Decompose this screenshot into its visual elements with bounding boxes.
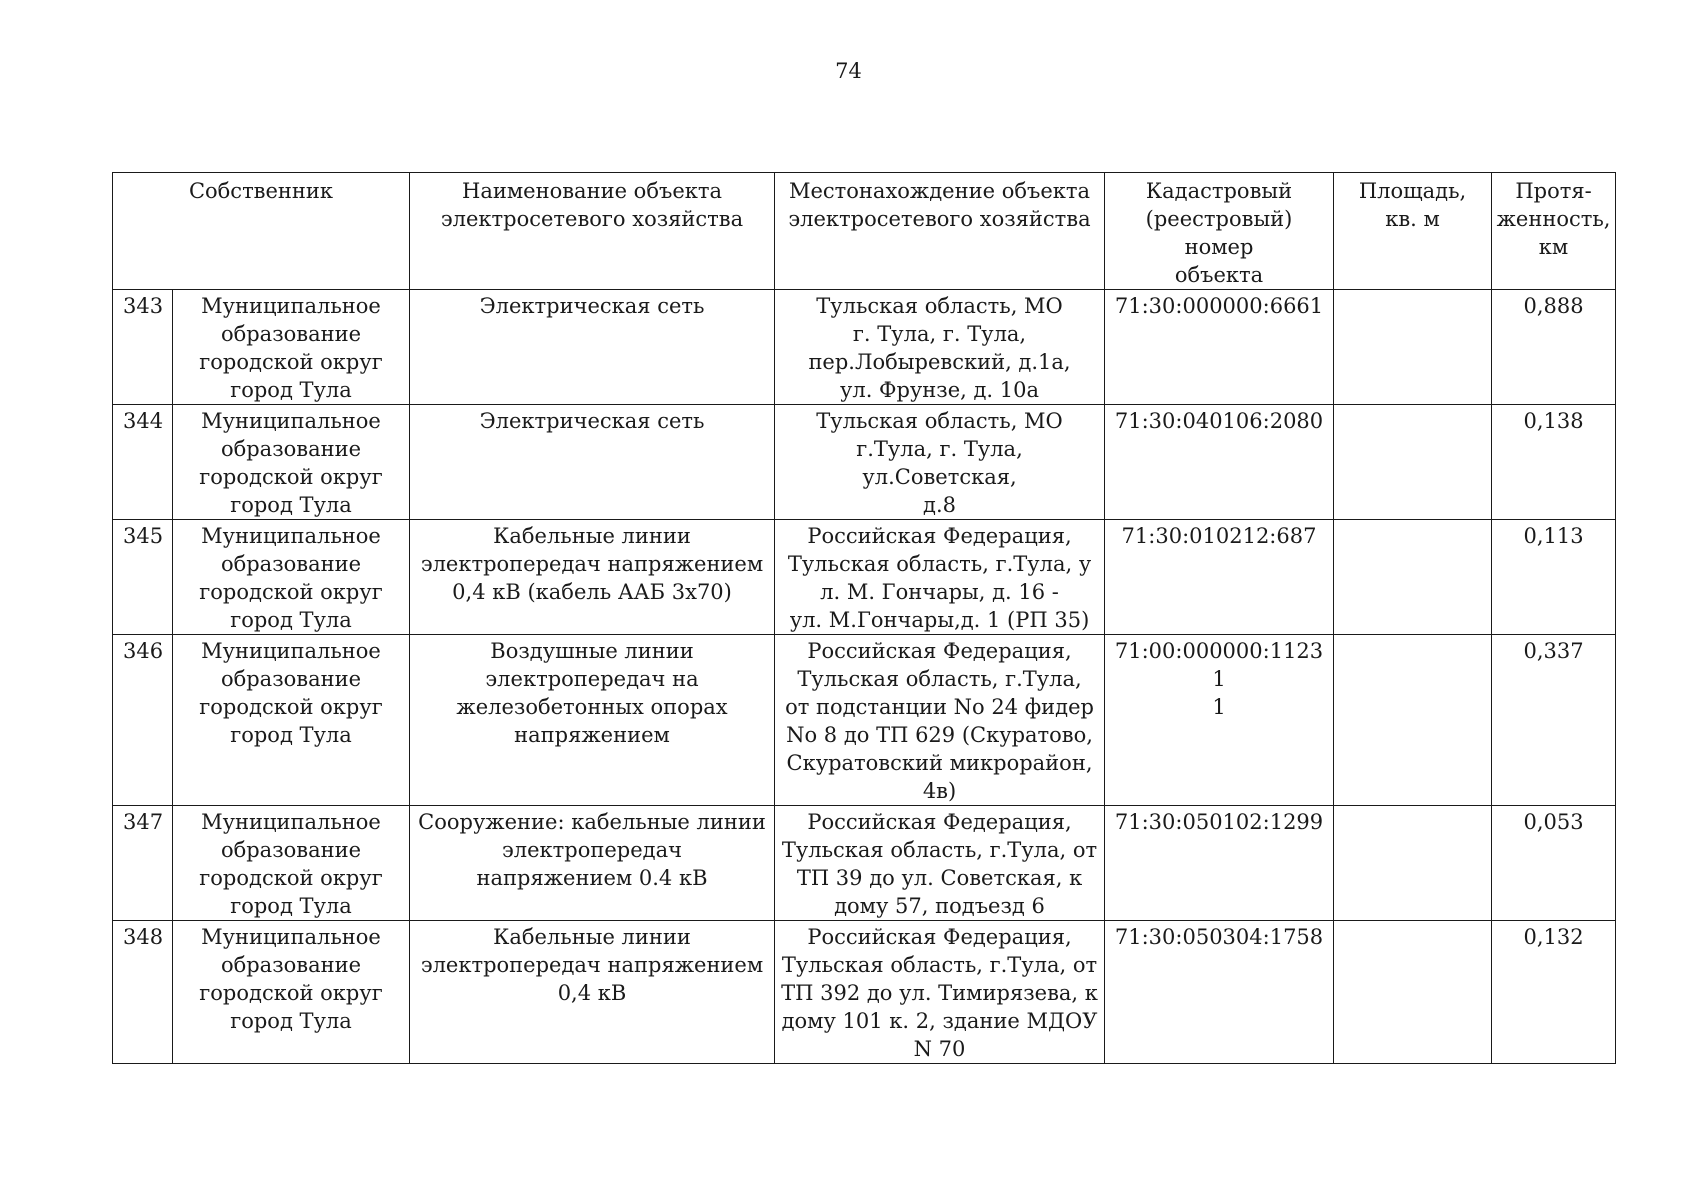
row-area	[1334, 921, 1492, 1064]
table-row	[113, 635, 1616, 806]
header-owner: Собственник	[113, 173, 410, 290]
header-object-location: Местонахождение объекта электросетевого хозяйства	[775, 173, 1105, 290]
page-number: 74	[835, 59, 862, 83]
row-length: 0,113	[1492, 520, 1616, 635]
table-row	[113, 806, 1616, 921]
table-row	[113, 921, 1616, 1064]
row-object-location: Российская Федерация, Тульская область, г.Тула, от ТП 39 до ул. Советская, к дому 57, подъезд 6	[775, 806, 1105, 921]
row-object-name: Кабельные линии электропередач напряжением 0,4 кВ	[410, 921, 775, 1064]
row-object-name: Электрическая сеть	[410, 405, 775, 520]
row-owner: Муниципальное образование городской округ город Тула	[173, 405, 410, 520]
row-area	[1334, 290, 1492, 405]
row-area	[1334, 405, 1492, 520]
row-owner: Муниципальное образование городской округ город Тула	[173, 806, 410, 921]
row-owner: Муниципальное образование городской округ город Тула	[173, 921, 410, 1064]
table-row	[113, 520, 1616, 635]
row-length: 0,132	[1492, 921, 1616, 1064]
row-number: 343	[113, 290, 173, 405]
row-cadastral-number: 71:30:050304:1758	[1105, 921, 1334, 1064]
row-cadastral-number: 71:30:000000:6661	[1105, 290, 1334, 405]
table-header-row	[113, 173, 1616, 290]
row-length: 0,337	[1492, 635, 1616, 806]
row-cadastral-number: 71:30:040106:2080	[1105, 405, 1334, 520]
row-object-location: Тульская область, МО г. Тула, г. Тула, пер.Лобыревский, д.1а, ул. Фрунзе, д. 10а	[775, 290, 1105, 405]
row-length: 0,053	[1492, 806, 1616, 921]
row-object-name: Сооружение: кабельные линии электропередач напряжением 0.4 кВ	[410, 806, 775, 921]
row-object-location: Тульская область, МО г.Тула, г. Тула, ул.Советская, д.8	[775, 405, 1105, 520]
electric-grid-objects-table	[112, 172, 1616, 1064]
row-object-name: Кабельные линии электропередач напряжением 0,4 кВ (кабель ААБ 3х70)	[410, 520, 775, 635]
row-owner: Муниципальное образование городской округ город Тула	[173, 635, 410, 806]
header-object-name: Наименование объекта электросетевого хозяйства	[410, 173, 775, 290]
row-number: 348	[113, 921, 173, 1064]
row-number: 346	[113, 635, 173, 806]
row-cadastral-number: 71:30:050102:1299	[1105, 806, 1334, 921]
row-area	[1334, 806, 1492, 921]
header-length: Протя- женность, км	[1492, 173, 1616, 290]
row-object-name: Электрическая сеть	[410, 290, 775, 405]
header-area: Площадь, кв. м	[1334, 173, 1492, 290]
row-area	[1334, 635, 1492, 806]
row-owner: Муниципальное образование городской округ город Тула	[173, 290, 410, 405]
row-object-location: Российская Федерация, Тульская область, г.Тула, от ТП 392 до ул. Тимирязева, к дому 101 к. 2, здание МДОУ N 70	[775, 921, 1105, 1064]
row-area	[1334, 520, 1492, 635]
row-object-location: Российская Федерация, Тульская область, г.Тула, от подстанции No 24 фидер No 8 до ТП 629 (Скуратово, Скуратовский микрорайон, 4в)	[775, 635, 1105, 806]
row-cadastral-number: 71:30:010212:687	[1105, 520, 1334, 635]
row-object-name: Воздушные линии электропередач на железобетонных опорах напряжением	[410, 635, 775, 806]
row-length: 0,138	[1492, 405, 1616, 520]
row-length: 0,888	[1492, 290, 1616, 405]
row-object-location: Российская Федерация, Тульская область, г.Тула, у л. М. Гончары, д. 16 - ул. М.Гончары,д. 1 (РП 35)	[775, 520, 1105, 635]
row-number: 347	[113, 806, 173, 921]
row-number: 344	[113, 405, 173, 520]
table-row	[113, 405, 1616, 520]
row-number: 345	[113, 520, 173, 635]
row-cadastral-number: 71:00:000000:11231 1	[1105, 635, 1334, 806]
header-cadastral-number: Кадастровый (реестровый) номер объекта	[1105, 173, 1334, 290]
row-owner: Муниципальное образование городской округ город Тула	[173, 520, 410, 635]
table-row	[113, 290, 1616, 405]
